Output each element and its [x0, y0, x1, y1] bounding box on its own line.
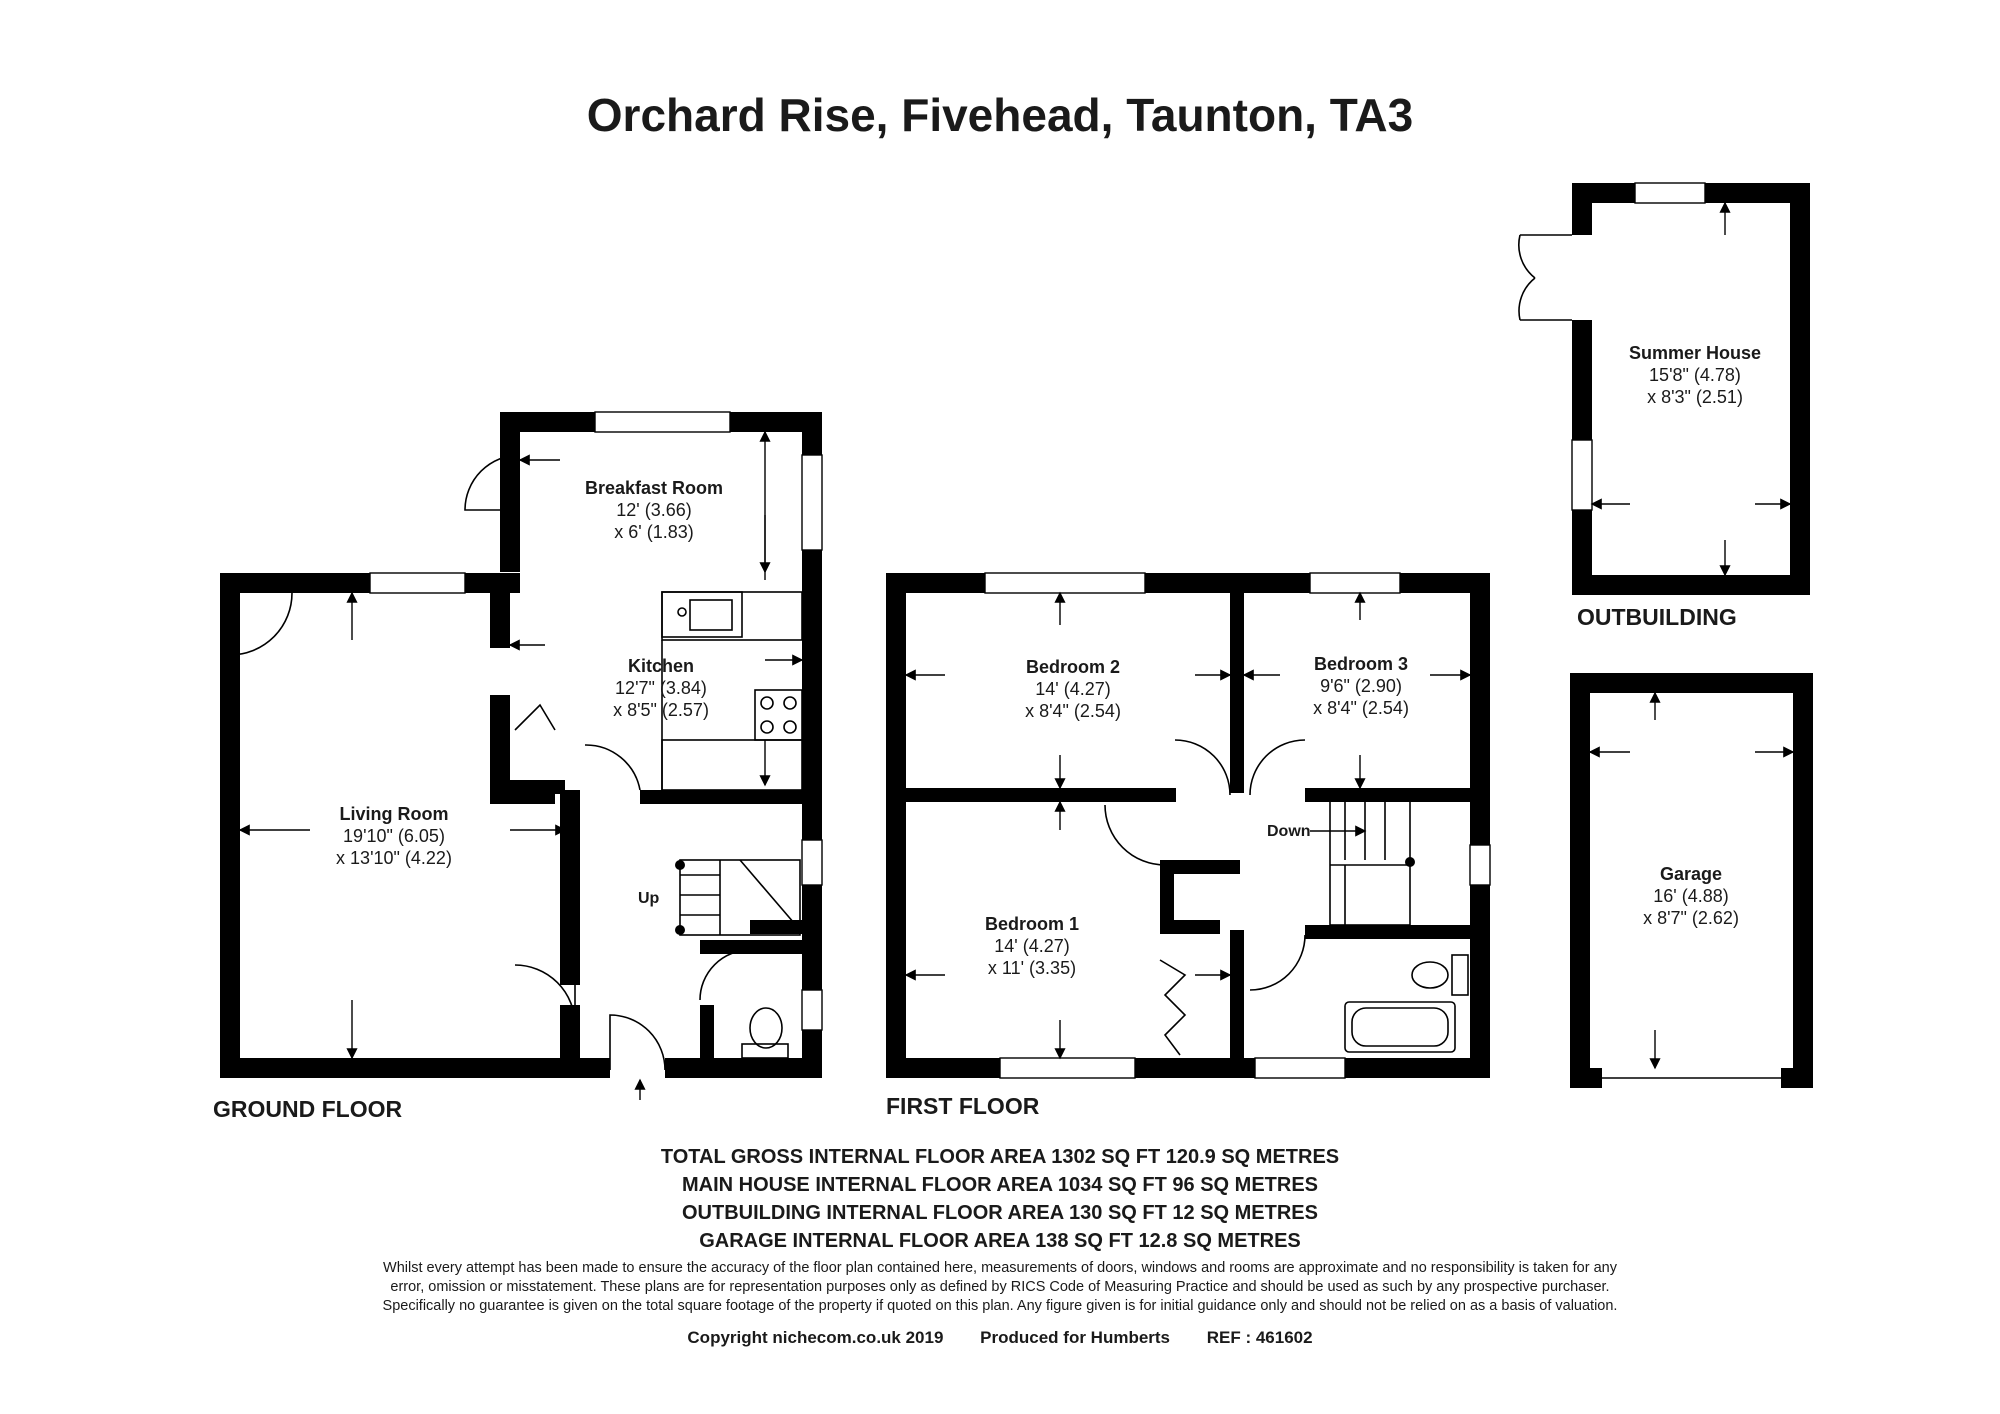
door — [700, 950, 750, 1000]
room-name: Bedroom 2 — [1025, 657, 1121, 677]
wall — [1470, 573, 1490, 1078]
room-name: Living Room — [339, 804, 449, 824]
room-dimension: x 8'7" (2.62) — [1643, 908, 1739, 928]
room-living — [336, 804, 452, 868]
door — [1105, 805, 1165, 865]
wall — [1160, 860, 1174, 930]
produced-for: Produced for Humberts — [980, 1328, 1171, 1347]
hob-ring — [761, 721, 773, 733]
outbuilding-label: OUTBUILDING — [1577, 604, 1737, 630]
disclaimer-line: Specifically no guarantee is given on the total square footage of the property if quoted on this plan. Any figure given is for initial guidance only and should not be relied on as a basis of valuation. — [382, 1298, 1618, 1314]
first-floor-plan — [886, 573, 1490, 1078]
wall — [1781, 1068, 1813, 1088]
toilet-cistern — [1452, 955, 1468, 995]
toilet — [1412, 962, 1448, 988]
room-dimension: x 8'3" (2.51) — [1647, 387, 1743, 407]
hob-ring — [761, 697, 773, 709]
room-dimension: 15'8" (4.78) — [1649, 365, 1741, 385]
room-dimension: 14' (4.27) — [994, 936, 1070, 956]
room-dimension: x 8'5" (2.57) — [613, 700, 709, 720]
french-doors — [1519, 235, 1572, 320]
area-line: OUTBUILDING INTERNAL FLOOR AREA 130 SQ FT 12 SQ METRES — [682, 1202, 1318, 1224]
door — [1175, 740, 1230, 795]
wall — [1160, 920, 1220, 934]
wall — [1572, 183, 1592, 235]
ground-floor-plan — [220, 412, 822, 1100]
wall — [1570, 673, 1590, 1088]
wall — [1570, 1068, 1602, 1088]
hob-ring — [784, 697, 796, 709]
room-name: Bedroom 1 — [984, 914, 1080, 934]
window — [1255, 1058, 1345, 1078]
room-dimension: x 11' (3.35) — [987, 958, 1077, 978]
window — [370, 573, 465, 593]
wall — [665, 1058, 822, 1078]
page-title: Orchard Rise, Fivehead, Taunton, TA3 — [586, 89, 1414, 141]
sink-tap — [678, 608, 686, 616]
area-line: MAIN HOUSE INTERNAL FLOOR AREA 1034 SQ FT 96 SQ METRES — [681, 1174, 1318, 1196]
ground-floor-label: GROUND FLOOR — [213, 1096, 403, 1122]
hob — [755, 690, 802, 740]
wall — [490, 573, 510, 648]
area-line: GARAGE INTERNAL FLOOR AREA 138 SQ FT 12.8 SQ METRES — [699, 1230, 1301, 1252]
room-name: Summer House — [1628, 343, 1762, 363]
window — [1470, 845, 1490, 885]
room-breakfast — [585, 478, 723, 542]
window — [985, 573, 1145, 593]
room-bedroom1 — [985, 914, 1079, 978]
wall — [886, 573, 906, 1078]
room-dimension: 19'10" (6.05) — [343, 826, 445, 846]
room-dimension: x 6' (1.83) — [614, 522, 694, 542]
room-summer-house — [1629, 343, 1761, 407]
window — [802, 990, 822, 1030]
door — [1250, 740, 1305, 795]
window — [1572, 440, 1592, 510]
room-dimension: 9'6" (2.90) — [1320, 676, 1402, 696]
toilet-cistern — [742, 1044, 788, 1058]
wall — [560, 790, 580, 985]
wall — [700, 940, 822, 954]
room-bedroom2 — [1025, 657, 1121, 721]
wall — [495, 780, 565, 794]
wall — [700, 1005, 714, 1075]
room-name: Garage — [1659, 864, 1723, 884]
wall — [560, 1005, 580, 1075]
wall — [220, 1058, 610, 1078]
wall — [1305, 925, 1490, 939]
room-dimension: x 13'10" (4.22) — [336, 848, 452, 868]
disclaimer-line: Whilst every attempt has been made to ensure the accuracy of the floor plan contained here, measurements of doors, windows and rooms are approximate and no responsibility is taken for any — [383, 1260, 1617, 1276]
area-line: TOTAL GROSS INTERNAL FLOOR AREA 1302 SQ FT 120.9 SQ METRES — [660, 1146, 1340, 1168]
room-name: Breakfast Room — [584, 478, 724, 498]
staircase-first — [1330, 800, 1415, 925]
door — [1250, 935, 1305, 990]
wall — [886, 788, 1176, 802]
front-door — [610, 1015, 665, 1070]
window — [1310, 573, 1400, 593]
stairs-up-label: Up — [638, 890, 660, 907]
room-dimension: x 8'4" (2.54) — [1313, 698, 1409, 718]
wall — [886, 1058, 1490, 1078]
room-kitchen — [613, 656, 709, 720]
hob-ring — [784, 721, 796, 733]
room-dimension: 12' (3.66) — [616, 500, 692, 520]
room-name: Kitchen — [627, 656, 695, 676]
bath-inner — [1352, 1008, 1448, 1046]
toilet — [750, 1008, 782, 1048]
room-dimension: x 8'4" (2.54) — [1025, 701, 1121, 721]
room-bedroom3 — [1313, 654, 1409, 718]
wall — [1790, 183, 1810, 595]
worktop — [662, 740, 802, 790]
window — [802, 455, 822, 550]
room-garage — [1643, 864, 1739, 928]
disclaimer — [250, 1259, 1750, 1316]
copyright: Copyright nichecom.co.uk 2019 — [687, 1328, 944, 1347]
window — [802, 840, 822, 885]
wall — [1230, 573, 1244, 793]
wall — [802, 790, 822, 1078]
room-dimension: 14' (4.27) — [1035, 679, 1111, 699]
wall — [640, 790, 822, 804]
wall — [1793, 673, 1813, 1088]
window — [1000, 1058, 1135, 1078]
cupboard-door — [515, 705, 555, 730]
wardrobe-doors — [1160, 960, 1185, 1055]
sink-bowl — [690, 600, 732, 630]
stairs-down-label: Down — [1267, 823, 1311, 840]
wall — [1570, 673, 1813, 693]
wall — [500, 412, 520, 572]
disclaimer-line: error, omission or misstatement. These plans are for representation purposes only as defined by RICS Code of Measuring Practice and should be used as such by any prospective purchaser. — [390, 1279, 1610, 1295]
room-dimension: 12'7" (3.84) — [615, 678, 707, 698]
wall — [1572, 575, 1810, 595]
floor-area-summary — [0, 1143, 2000, 1255]
wall — [1230, 930, 1244, 1070]
window — [1635, 183, 1705, 203]
room-name: Bedroom 3 — [1313, 654, 1409, 674]
window — [595, 412, 730, 432]
first-floor-label: FIRST FLOOR — [886, 1093, 1040, 1119]
door — [585, 745, 640, 790]
footer — [0, 1328, 2000, 1348]
room-dimension: 16' (4.88) — [1653, 886, 1729, 906]
reference: REF : 461602 — [1206, 1328, 1313, 1347]
